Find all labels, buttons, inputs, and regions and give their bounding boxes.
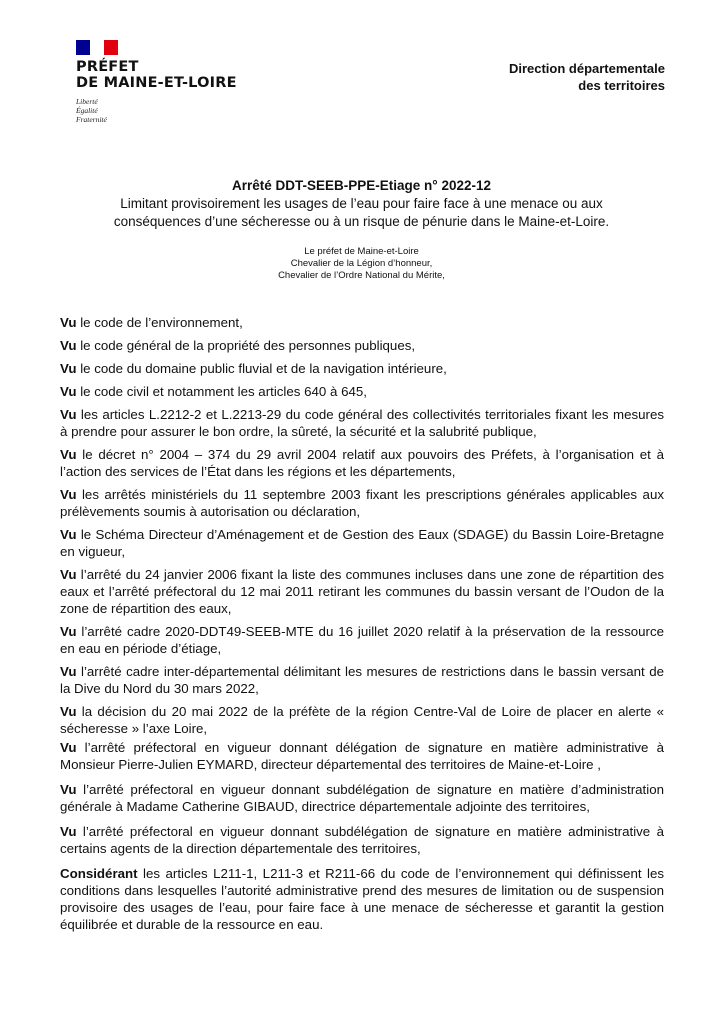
direction-line2: des territoires — [578, 78, 665, 93]
vu-paragraph — [60, 526, 664, 560]
paragraph-lead: Vu — [60, 407, 77, 422]
decree-title-block — [60, 178, 663, 230]
vu-paragraph — [60, 406, 664, 440]
prefect-title-line: Chevalier de l’Ordre National du Mérite, — [278, 270, 445, 281]
paragraph-lead: Vu — [60, 782, 77, 797]
paragraph-text: les articles L.2212-2 et L.2213-29 du code général des collectivités territoriales fixant les mesures à prendre pour assurer le bon ordre, la sûreté, la sécurité et la salubrité publique, — [60, 407, 664, 439]
decree-body — [60, 314, 664, 933]
paragraph-text: le code du domaine public fluvial et de la navigation intérieure, — [76, 361, 447, 376]
prefecture-name — [76, 59, 237, 91]
paragraph-text: l’arrêté préfectoral en vigueur donnant subdélégation de signature en matière d’administration générale à Madame Catherine GIBAUD, directrice départementale adjointe des territoires, — [60, 782, 664, 814]
prefecture-name-line2: DE MAINE-ET-LOIRE — [76, 75, 237, 91]
prefect-titles — [60, 246, 663, 282]
vu-paragraph — [60, 566, 664, 617]
vu-paragraph — [60, 703, 664, 737]
motto-egalite: Égalité — [76, 106, 98, 115]
paragraph-lead: Vu — [60, 384, 77, 399]
paragraph-lead: Vu — [60, 315, 77, 330]
vu-paragraph — [60, 781, 664, 815]
prefect-title-line: Chevalier de la Légion d’honneur, — [290, 258, 433, 269]
paragraph-lead: Vu — [60, 338, 77, 353]
prefecture-logo — [76, 40, 237, 124]
paragraph-lead: Vu — [60, 704, 77, 719]
vu-paragraph — [60, 739, 664, 773]
paragraph-lead: Vu — [60, 567, 77, 582]
paragraph-lead: Vu — [60, 487, 77, 502]
paragraph-text: l’arrêté du 24 janvier 2006 fixant la liste des communes incluses dans une zone de répartition des eaux et l’arrêté préfectoral du 12 mai 2011 retirant les communes du bassin versant de l’Oudon de la zone de répartition des eaux, — [60, 567, 664, 616]
paragraph-text: les articles L211-1, L211-3 et R211-66 du code de l’environnement qui définissent les conditions dans lesquelles l’autorité administrative prend des mesures de limitation ou de suspension provisoire des usages de l’eau, pour faire face à une menace de sécheresse et garantit la gestion équilibrée et durable de la ressource en eau. — [60, 866, 664, 932]
paragraph-lead: Vu — [60, 361, 77, 376]
paragraph-text: l’arrêté préfectoral en vigueur donnant délégation de signature en matière administrative à Monsieur Pierre-Julien EYMARD, directeur départemental des territoires de Maine-et-Loire , — [60, 740, 664, 772]
paragraph-text: le code général de la propriété des personnes publiques, — [76, 338, 416, 353]
vu-paragraph — [60, 383, 664, 400]
paragraph-lead: Considérant — [60, 866, 138, 881]
prefect-title-line: Le préfet de Maine-et-Loire — [304, 246, 419, 257]
paragraph-text: le Schéma Directeur d’Aménagement et de Gestion des Eaux (SDAGE) du Bassin Loire-Bretagne en vigueur, — [60, 527, 664, 559]
paragraph-lead: Vu — [60, 740, 77, 755]
paragraph-text: les arrêtés ministériels du 11 septembre 2003 fixant les prescriptions générales applicables aux prélèvements soumis à autorisation ou déclaration, — [60, 487, 664, 519]
vu-paragraph — [60, 823, 664, 857]
prefecture-name-line1: PRÉFET — [76, 59, 139, 75]
decree-subtitle-line2: conséquences d’une sécheresse ou à un risque de pénurie dans le Maine-et-Loire. — [113, 214, 610, 229]
vu-paragraph — [60, 337, 664, 354]
republic-motto — [76, 97, 237, 124]
paragraph-lead: Vu — [60, 824, 77, 839]
paragraph-text: la décision du 20 mai 2022 de la préfète de la région Centre-Val de Loire de placer en alerte « sécheresse » l’axe Loire, — [60, 704, 664, 736]
paragraph-text: l’arrêté préfectoral en vigueur donnant subdélégation de signature en matière administrative à certains agents de la direction départementale des territoires, — [60, 824, 664, 856]
paragraph-text: le décret n° 2004 – 374 du 29 avril 2004 relatif aux pouvoirs des Préfets, à l’organisation et à l’action des services de l’État dans les régions et les départements, — [60, 447, 664, 479]
vu-paragraph — [60, 623, 664, 657]
paragraph-lead: Vu — [60, 447, 77, 462]
considerant-paragraph — [60, 865, 664, 933]
paragraph-text: le code de l’environnement, — [76, 315, 243, 330]
vu-paragraph — [60, 446, 664, 480]
paragraph-text: l’arrêté cadre inter-départemental délimitant les mesures de restrictions dans le bassin versant de la Dive du Nord du 30 mars 2022, — [60, 664, 664, 696]
motto-liberte: Liberté — [76, 97, 98, 106]
direction-line1: Direction départementale — [508, 61, 665, 76]
vu-paragraph — [60, 486, 664, 520]
paragraph-text: l’arrêté cadre 2020-DDT49-SEEB-MTE du 16 juillet 2020 relatif à la préservation de la ressource en eau en période d’étiage, — [60, 624, 664, 656]
paragraph-lead: Vu — [60, 527, 77, 542]
french-flag-icon — [76, 40, 118, 55]
paragraph-lead: Vu — [60, 624, 77, 639]
vu-paragraph — [60, 360, 664, 377]
paragraph-text: le code civil et notamment les articles 640 à 645, — [76, 384, 367, 399]
motto-fraternite: Fraternité — [76, 115, 107, 124]
vu-paragraph — [60, 314, 664, 331]
issuing-direction — [509, 60, 665, 94]
decree-title: Arrêté DDT-SEEB-PPE-Etiage n° 2022-12 — [232, 178, 491, 193]
decree-subtitle-line1: Limitant provisoirement les usages de l’eau pour faire face à une menace ou aux — [120, 196, 603, 211]
vu-paragraph — [60, 663, 664, 697]
paragraph-lead: Vu — [60, 664, 77, 679]
